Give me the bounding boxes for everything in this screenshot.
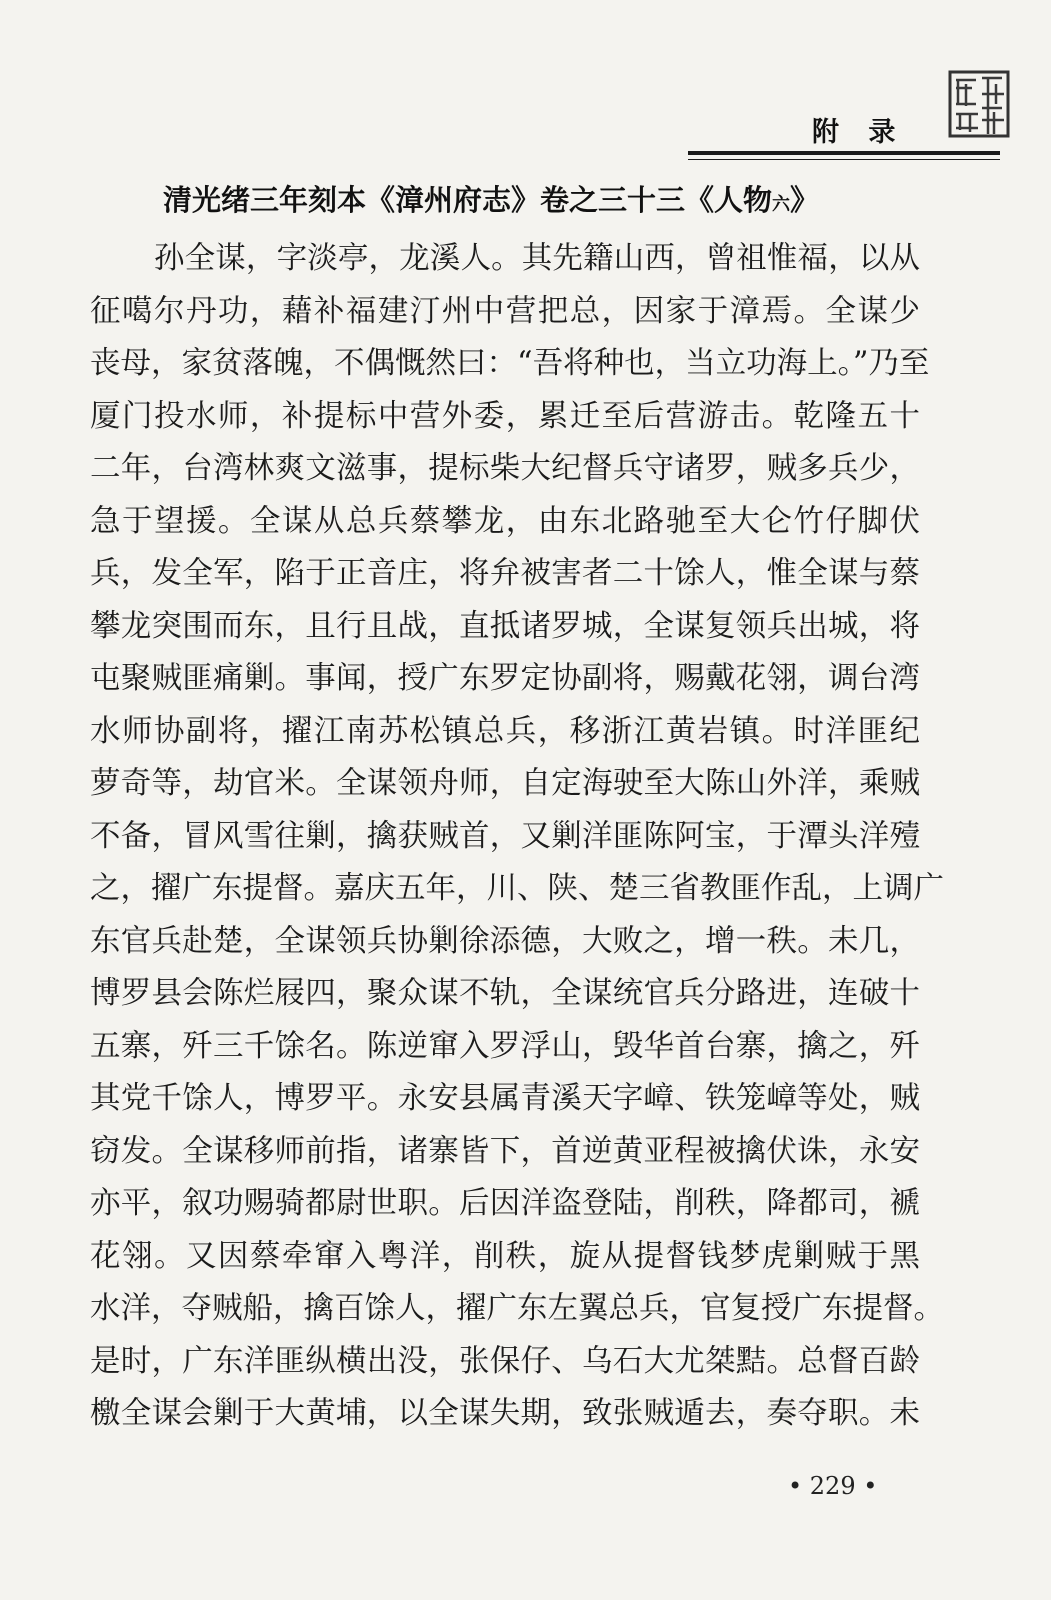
text-line: 水洋，夺贼船，擒百馀人，擢广东左翼总兵，官复授广东提督。 bbox=[90, 1291, 944, 1326]
text-line: 窃发。全谋移师前指，诸寨皆下，首逆黄亚程被擒伏诛，永安 bbox=[90, 1133, 920, 1169]
text-line: 征噶尔丹功，藉补福建汀州中营把总，因家于漳焉。全谋少 bbox=[90, 293, 920, 329]
section-title-main: 清光绪三年刻本《漳州府志》卷之三十三《人物 bbox=[163, 183, 773, 217]
text-line: 攀龙突围而东，且行且战，直抵诸罗城，全谋复领兵出城，将 bbox=[90, 608, 920, 644]
text-line: 丧母，家贫落魄，不偶慨然曰：“吾将种也，当立功海上。”乃至 bbox=[90, 346, 930, 381]
text-line: 檄全谋会剿于大黄埔，以全谋失期，致张贼遁去，奏夺职。未 bbox=[90, 1396, 920, 1431]
header-rule-thin bbox=[688, 159, 1000, 160]
text-line: 兵，发全军，陷于正音庄，将弁被害者二十馀人，惟全谋与蔡 bbox=[90, 556, 920, 591]
section-title bbox=[163, 178, 819, 219]
text-line: 博罗县会陈烂屐四，聚众谋不轨，全谋统官兵分路进，连破十 bbox=[90, 976, 920, 1011]
text-line: 是时，广东洋匪纵横出没，张保仔、乌石大尤桀黠。总督百龄 bbox=[90, 1343, 920, 1379]
body-text bbox=[90, 233, 944, 1441]
text-line: 孙全谋，字淡亭，龙溪人。其先籍山西，曾祖惟福，以从 bbox=[154, 241, 920, 276]
text-line: 五寨，歼三千馀名。陈逆窜入罗浮山，毁华首台寨，擒之，歼 bbox=[90, 1028, 920, 1064]
text-line: 之，擢广东提督。嘉庆五年，川、陕、楚三省教匪作乱，上调广 bbox=[90, 871, 944, 906]
text-line: 二年，台湾林爽文滋事，提标柴大纪督兵守诸罗，贼多兵少， bbox=[90, 451, 920, 486]
text-line: 东官兵赴楚，全谋领兵协剿徐添德，大败之，增一秩。未几， bbox=[90, 923, 920, 959]
text-line: 其党千馀人，博罗平。永安县属青溪天字嶂、铁笼嶂等处，贼 bbox=[90, 1081, 920, 1116]
section-title-sub: 六 bbox=[772, 194, 791, 215]
seal-stamp-icon bbox=[948, 70, 1010, 138]
text-line: 屯聚贼匪痛剿。事闻，授广东罗定协副将，赐戴花翎，调台湾 bbox=[90, 661, 920, 696]
text-line: 水师协副将，擢江南苏松镇总兵，移浙江黄岩镇。时洋匪纪 bbox=[90, 713, 920, 749]
page-number: • 229 • bbox=[788, 1472, 878, 1500]
text-line: 萝奇等，劫官米。全谋领舟师，自定海驶至大陈山外洋，乘贼 bbox=[90, 766, 920, 801]
section-title-close: 》 bbox=[790, 183, 820, 217]
text-line: 厦门投水师，补提标中营外委，累迁至后营游击。乾隆五十 bbox=[90, 398, 920, 434]
header-rule bbox=[688, 151, 1000, 155]
text-line: 亦平，叙功赐骑都尉世职。后因洋盗登陆，削秩，降都司，褫 bbox=[90, 1186, 920, 1221]
text-line: 急于望援。全谋从总兵蔡攀龙，由东北路驰至大仑竹仔脚伏 bbox=[90, 503, 920, 539]
text-line: 花翎。又因蔡牵窜入粤洋，削秩，旋从提督钱梦虎剿贼于黑 bbox=[90, 1238, 920, 1274]
text-line: 不备，冒风雪往剿，擒获贼首，又剿洋匪陈阿宝，于潭头洋殪 bbox=[90, 818, 920, 854]
section-label: 附 录 bbox=[812, 117, 906, 148]
